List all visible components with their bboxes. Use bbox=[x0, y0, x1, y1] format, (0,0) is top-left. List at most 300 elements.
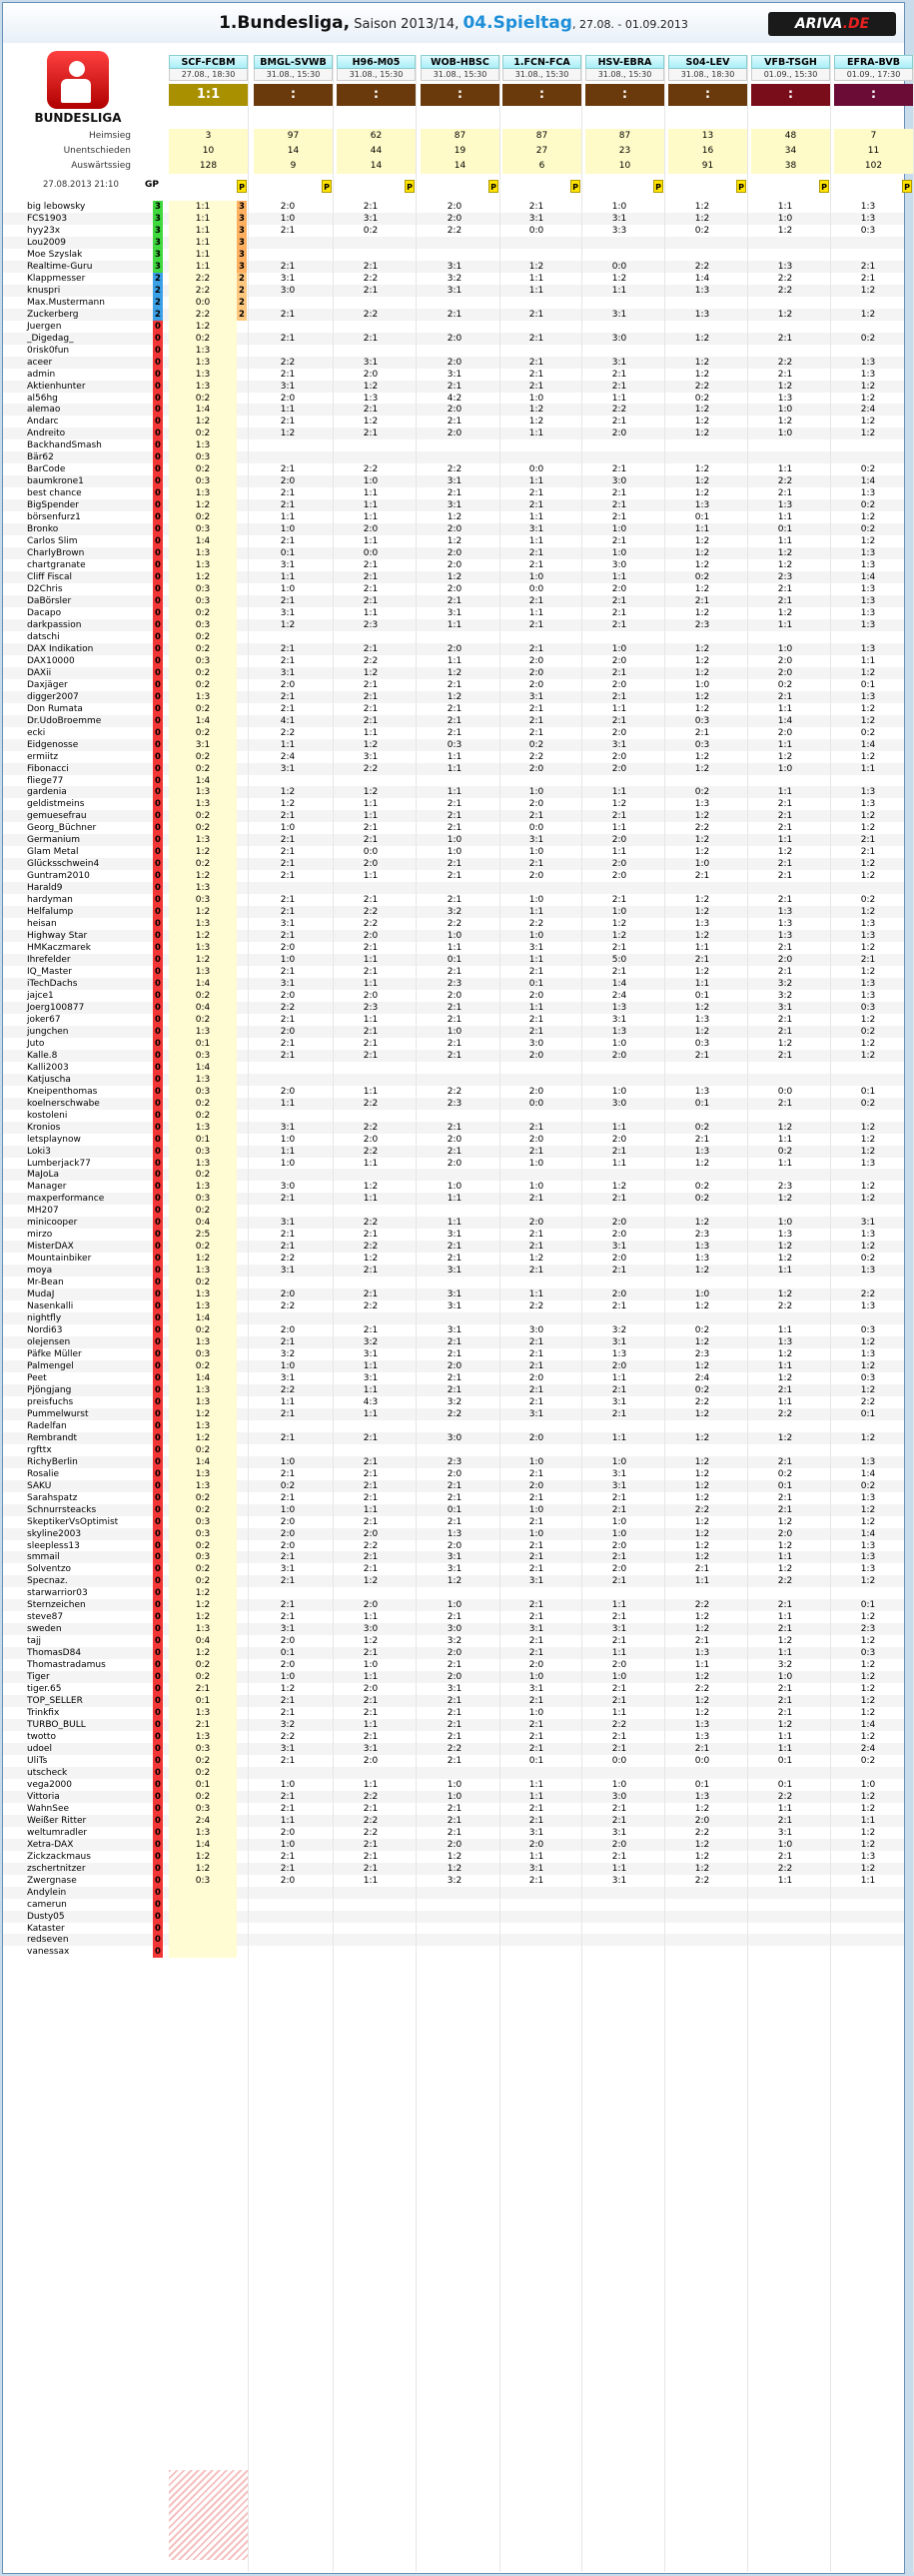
tip-cell: 0:2 bbox=[694, 1182, 710, 1193]
player-name[interactable]: DAXii bbox=[27, 667, 52, 678]
tip-cell: 1:2 bbox=[777, 1372, 793, 1383]
player-name[interactable]: Peet bbox=[27, 1372, 47, 1383]
player-name[interactable]: DAX10000 bbox=[27, 655, 75, 666]
player-name[interactable]: skyline2003 bbox=[27, 1528, 82, 1539]
player-name[interactable]: Andylein bbox=[27, 1887, 67, 1898]
player-name[interactable]: Dusty05 bbox=[27, 1911, 65, 1922]
player-name[interactable]: WahnSee bbox=[27, 1803, 70, 1814]
tip-cell bbox=[668, 1923, 736, 1935]
match-points bbox=[237, 906, 247, 918]
player-name[interactable]: smmail bbox=[27, 1552, 60, 1563]
tip-cell: 2:2 bbox=[169, 285, 237, 297]
match-code[interactable]: BMGL-SVWB bbox=[254, 55, 333, 69]
tip-cell: 2:3 bbox=[447, 1456, 462, 1467]
table-row bbox=[3, 439, 904, 451]
match-points bbox=[237, 1050, 247, 1062]
player-name[interactable]: HMKaczmarek bbox=[27, 943, 91, 954]
player-name[interactable]: börsenfurz1 bbox=[27, 512, 81, 523]
player-name[interactable]: kostoleni bbox=[27, 1110, 68, 1121]
player-name[interactable]: tajj bbox=[27, 1636, 42, 1647]
tip-cell: 1:1 bbox=[611, 1432, 627, 1443]
tip-cell: 2:1 bbox=[528, 1492, 544, 1503]
ariva-logo[interactable] bbox=[768, 12, 896, 36]
player-name[interactable]: DaBörsler bbox=[27, 595, 72, 606]
tip-cell: 1:3 bbox=[860, 548, 876, 559]
match-code[interactable]: WOB-HBSC bbox=[421, 55, 499, 69]
tip-cell: 1:2 bbox=[363, 739, 379, 750]
match-code[interactable]: S04-LEV bbox=[668, 55, 747, 69]
tip-cell bbox=[585, 1767, 653, 1779]
player-name[interactable]: heisan bbox=[27, 919, 57, 930]
tip-cell: 2:2 bbox=[528, 919, 544, 930]
player-name[interactable]: Juergen bbox=[27, 321, 62, 332]
player-name[interactable]: alemao bbox=[27, 405, 61, 416]
player-name[interactable]: rgfttx bbox=[27, 1444, 52, 1455]
tip-cell: 2:2 bbox=[694, 381, 710, 392]
total-points: 0 bbox=[153, 894, 163, 906]
player-name[interactable]: MisterDAX bbox=[27, 1242, 74, 1253]
player-name[interactable]: IQ_Master bbox=[27, 967, 72, 977]
match-points bbox=[237, 404, 247, 416]
player-name[interactable]: Helfalump bbox=[27, 907, 74, 918]
player-name[interactable]: Rosalie bbox=[27, 1468, 60, 1479]
tip-cell bbox=[668, 1062, 736, 1074]
player-name[interactable]: jungchen bbox=[27, 1026, 69, 1037]
tip-cell: 1:1 bbox=[447, 619, 462, 630]
tip-cell: 1:2 bbox=[694, 1851, 710, 1862]
table-row bbox=[3, 1098, 904, 1110]
player-name[interactable]: udoel bbox=[27, 1743, 52, 1754]
player-name[interactable]: Highway Star bbox=[27, 931, 88, 942]
tip-cell: 1:1 bbox=[447, 1194, 462, 1205]
player-name[interactable]: TOP_SELLER bbox=[27, 1696, 83, 1707]
player-name[interactable]: chartgranate bbox=[27, 560, 86, 571]
player-name[interactable]: Glücksschwein4 bbox=[27, 859, 100, 870]
player-name[interactable]: Zwergnase bbox=[27, 1875, 77, 1886]
tip-cell: 2:1 bbox=[528, 1743, 544, 1754]
player-name[interactable]: Manager bbox=[27, 1182, 67, 1193]
tip-cell: 0:2 bbox=[169, 990, 237, 1002]
tip-cell: 0:1 bbox=[777, 1755, 793, 1766]
tip-cell: 2:1 bbox=[280, 1600, 296, 1611]
tip-cell: 2:1 bbox=[363, 1038, 379, 1049]
tip-cell: 3:3 bbox=[611, 225, 627, 236]
tip-cell: 3:1 bbox=[280, 1372, 296, 1383]
player-name[interactable]: Vittoria bbox=[27, 1791, 60, 1802]
player-name[interactable]: iTechDachs bbox=[27, 978, 78, 989]
tip-cell: 2:1 bbox=[447, 811, 462, 822]
table-row bbox=[3, 667, 904, 679]
player-name[interactable]: UliTs bbox=[27, 1755, 48, 1766]
player-name[interactable]: Realtime-Guru bbox=[27, 261, 93, 272]
player-name[interactable]: vanessax bbox=[27, 1947, 70, 1958]
player-name[interactable]: ecki bbox=[27, 727, 46, 738]
tip-cell: 1:2 bbox=[694, 417, 710, 428]
player-name[interactable]: Nordi63 bbox=[27, 1325, 63, 1336]
tip-cell: 1:1 bbox=[777, 536, 793, 547]
tip-cell bbox=[668, 451, 736, 463]
player-name[interactable]: Ihrefelder bbox=[27, 955, 71, 966]
table-row bbox=[3, 463, 904, 475]
match-points bbox=[237, 1767, 247, 1779]
player-name[interactable]: Andreito bbox=[27, 429, 66, 439]
match-code[interactable]: 1.FCN-FCA bbox=[502, 55, 581, 69]
match-points bbox=[237, 571, 247, 583]
player-name[interactable]: RichyBerlin bbox=[27, 1456, 78, 1467]
player-name[interactable]: starwarrior03 bbox=[27, 1588, 88, 1599]
player-name[interactable]: Rembrandt bbox=[27, 1432, 78, 1443]
player-name[interactable]: utscheck bbox=[27, 1767, 68, 1778]
player-name[interactable]: MaJoLa bbox=[27, 1170, 59, 1181]
player-name[interactable]: Loki3 bbox=[27, 1146, 51, 1157]
tip-cell: 1:1 bbox=[363, 512, 379, 523]
player-name[interactable]: Sarahspatz bbox=[27, 1492, 78, 1503]
player-name[interactable]: Specnaz. bbox=[27, 1576, 68, 1587]
player-name[interactable]: digger2007 bbox=[27, 691, 79, 702]
match-points: 3 bbox=[237, 201, 247, 213]
player-name[interactable]: gemuesefrau bbox=[27, 811, 87, 822]
tip-cell: 2:0 bbox=[280, 1289, 296, 1300]
player-name[interactable]: Cliff Fiscal bbox=[27, 572, 73, 583]
tip-cell: 0:2 bbox=[169, 1098, 237, 1110]
tip-cell: 1:0 bbox=[777, 405, 793, 416]
tip-cell: 2:1 bbox=[694, 1050, 710, 1061]
tip-cell bbox=[834, 451, 902, 463]
tip-cell bbox=[668, 1444, 736, 1456]
player-name[interactable]: SkeptikerVsOptimist bbox=[27, 1516, 119, 1527]
table-row bbox=[3, 1755, 904, 1767]
player-name[interactable]: camerun bbox=[27, 1899, 67, 1910]
player-name[interactable]: D2Chris bbox=[27, 584, 63, 594]
total-points: 0 bbox=[153, 1336, 163, 1348]
table-row bbox=[3, 1169, 904, 1181]
match-code[interactable]: SCF-FCBM bbox=[169, 55, 248, 69]
player-name[interactable]: Joerg100877 bbox=[27, 1002, 85, 1013]
player-name[interactable]: sweden bbox=[27, 1624, 62, 1635]
player-name[interactable]: hardyman bbox=[27, 895, 73, 906]
player-name[interactable]: Harald9 bbox=[27, 883, 63, 894]
total-points: 0 bbox=[153, 1946, 163, 1958]
tip-cell: 1:2 bbox=[860, 1134, 876, 1145]
player-name[interactable]: sleepless13 bbox=[27, 1540, 80, 1551]
player-name[interactable]: Klappmesser bbox=[27, 273, 86, 284]
tip-cell: 2:1 bbox=[447, 1337, 462, 1348]
player-name[interactable]: darkpassion bbox=[27, 619, 82, 630]
player-name[interactable]: FCS1903 bbox=[27, 213, 68, 224]
player-name[interactable]: Lumberjack77 bbox=[27, 1158, 91, 1169]
tip-cell: 1:3 bbox=[694, 1242, 710, 1253]
player-name[interactable]: best chance bbox=[27, 488, 82, 499]
player-name[interactable]: Päfke Müller bbox=[27, 1349, 82, 1359]
tip-cell bbox=[751, 297, 819, 309]
match-code[interactable]: HSV-EBRA bbox=[585, 55, 664, 69]
tip-cell: 1:2 bbox=[860, 1576, 876, 1587]
tip-cell: 2:1 bbox=[447, 1038, 462, 1049]
player-name[interactable]: Nasenkalli bbox=[27, 1301, 74, 1312]
player-name[interactable]: Palmengel bbox=[27, 1360, 74, 1371]
player-name[interactable]: Weißer Ritter bbox=[27, 1815, 87, 1826]
match-points bbox=[237, 1205, 247, 1217]
tip-cell: 1:2 bbox=[694, 1002, 710, 1013]
match-header bbox=[502, 55, 581, 119]
player-name[interactable]: knuspri bbox=[27, 285, 61, 296]
player-name[interactable]: maxperformance bbox=[27, 1194, 105, 1205]
player-name[interactable]: steve87 bbox=[27, 1612, 64, 1623]
player-name[interactable]: ermiitz bbox=[27, 751, 59, 762]
player-name[interactable]: Kalli2003 bbox=[27, 1062, 69, 1073]
player-name[interactable]: Georg_Büchner bbox=[27, 823, 97, 834]
player-name[interactable]: ThomasD84 bbox=[27, 1648, 82, 1659]
match-points bbox=[237, 1360, 247, 1372]
player-name[interactable]: MudaJ bbox=[27, 1289, 55, 1300]
tip-cell: 2:1 bbox=[528, 619, 544, 630]
tip-cell bbox=[668, 1587, 736, 1599]
player-name[interactable]: Xetra-DAX bbox=[27, 1839, 74, 1850]
tip-cell bbox=[337, 1587, 405, 1599]
tip-cell bbox=[585, 775, 653, 787]
player-name[interactable]: 0risk0fun bbox=[27, 345, 70, 356]
tip-cell: 1:2 bbox=[694, 763, 710, 774]
tip-cell: 2:1 bbox=[777, 369, 793, 380]
tip-cell: 1:2 bbox=[280, 1684, 296, 1695]
total-points: 0 bbox=[153, 416, 163, 428]
match-score: 1:1 bbox=[169, 84, 248, 106]
player-name[interactable]: weltumradler bbox=[27, 1827, 88, 1838]
table-row bbox=[3, 822, 904, 834]
table-row bbox=[3, 559, 904, 571]
match-points bbox=[237, 727, 247, 739]
player-name[interactable]: Carlos Slim bbox=[27, 536, 78, 547]
player-name[interactable]: Tiger bbox=[27, 1672, 50, 1683]
tip-cell: 0:3 bbox=[860, 1372, 876, 1383]
player-name[interactable]: Sternzeichen bbox=[27, 1600, 86, 1611]
tip-cell: 0:3 bbox=[169, 1875, 237, 1887]
match-code[interactable]: H96-M05 bbox=[337, 55, 416, 69]
player-name[interactable]: SAKU bbox=[27, 1480, 52, 1491]
tip-cell: 2:1 bbox=[363, 943, 379, 954]
tip-cell: 2:1 bbox=[528, 859, 544, 870]
tip-cell: 1:1 bbox=[528, 476, 544, 487]
player-name[interactable]: preisfuchs bbox=[27, 1396, 74, 1407]
player-name[interactable]: big lebowsky bbox=[27, 202, 86, 212]
player-name[interactable]: Juto bbox=[27, 1038, 45, 1049]
player-name[interactable]: Kataster bbox=[27, 1923, 65, 1934]
match-points bbox=[237, 607, 247, 619]
tip-cell: 1:3 bbox=[169, 487, 237, 499]
tip-cell: 1:0 bbox=[694, 679, 710, 690]
player-name[interactable]: olejensen bbox=[27, 1337, 71, 1348]
tip-cell: 0:2 bbox=[169, 1659, 237, 1671]
tip-cell: 0:3 bbox=[169, 451, 237, 463]
player-name[interactable]: moya bbox=[27, 1266, 53, 1277]
tip-cell: 0:2 bbox=[169, 1360, 237, 1372]
match-code[interactable]: EFRA-BVB bbox=[834, 55, 913, 69]
player-name[interactable]: Dacapo bbox=[27, 607, 62, 618]
player-name[interactable]: aceer bbox=[27, 357, 53, 368]
tip-cell: 1:4 bbox=[169, 1372, 237, 1384]
tip-cell: 2:1 bbox=[280, 859, 296, 870]
player-name[interactable]: Pjöngjang bbox=[27, 1384, 72, 1395]
tip-cell: 2:2 bbox=[363, 1218, 379, 1229]
player-name[interactable]: TURBO_BULL bbox=[27, 1720, 86, 1731]
tip-cell: 2:1 bbox=[280, 1791, 296, 1802]
player-name[interactable]: Germanium bbox=[27, 835, 81, 846]
player-name[interactable]: Moe Szyslak bbox=[27, 249, 83, 260]
player-name[interactable]: Schnurrsteacks bbox=[27, 1504, 97, 1515]
tip-cell: 2:1 bbox=[528, 715, 544, 726]
tip-cell bbox=[834, 1899, 902, 1911]
tip-cell bbox=[502, 451, 570, 463]
player-name[interactable]: Thomastradamus bbox=[27, 1660, 106, 1671]
tip-cell: 1:2 bbox=[694, 560, 710, 571]
player-name[interactable]: Dr.UdoBroemme bbox=[27, 715, 102, 726]
player-name[interactable]: koelnerschwabe bbox=[27, 1098, 100, 1109]
tip-cell: 1:2 bbox=[860, 967, 876, 977]
tip-cell: 2:1 bbox=[280, 1242, 296, 1253]
player-name[interactable]: Radelfan bbox=[27, 1420, 67, 1431]
player-name[interactable]: Mr-Bean bbox=[27, 1278, 64, 1288]
player-name[interactable]: zschertnitzer bbox=[27, 1863, 86, 1874]
tip-cell: 2:1 bbox=[363, 835, 379, 846]
match-code[interactable]: VFB-TSGH bbox=[751, 55, 830, 69]
tip-cell bbox=[502, 237, 570, 249]
total-points: 0 bbox=[153, 930, 163, 942]
player-name[interactable]: Zuckerberg bbox=[27, 309, 79, 320]
player-name[interactable]: Trinkfix bbox=[27, 1708, 60, 1719]
tip-cell: 1:3 bbox=[694, 1791, 710, 1802]
tip-cell: 1:1 bbox=[611, 1372, 627, 1383]
tip-cell: 2:0 bbox=[447, 643, 462, 654]
tip-cell: 2:1 bbox=[694, 955, 710, 966]
player-name[interactable]: Don Rumata bbox=[27, 703, 83, 714]
tip-cell: 2:1 bbox=[528, 500, 544, 511]
player-name[interactable]: Mountainbiker bbox=[27, 1254, 92, 1265]
player-name[interactable]: Solventzo bbox=[27, 1564, 72, 1575]
tip-cell: 2:1 bbox=[280, 333, 296, 344]
player-name[interactable]: Kalle.8 bbox=[27, 1050, 58, 1061]
tip-cell: 1:2 bbox=[860, 1803, 876, 1814]
tip-cell: 2:0 bbox=[447, 990, 462, 1001]
matchday-link[interactable]: 04.Spieltag bbox=[462, 13, 572, 33]
tip-cell: 2:1 bbox=[169, 1719, 237, 1731]
player-name[interactable]: Eidgenosse bbox=[27, 739, 79, 750]
tip-cell: 2:0 bbox=[363, 931, 379, 942]
player-name[interactable]: vega2000 bbox=[27, 1779, 72, 1790]
player-name[interactable]: minicooper bbox=[27, 1218, 78, 1229]
player-name[interactable]: Katjuscha bbox=[27, 1074, 71, 1085]
player-name[interactable]: Zickzackmaus bbox=[27, 1851, 91, 1862]
match-points bbox=[237, 1695, 247, 1707]
tip-cell bbox=[585, 237, 653, 249]
player-name[interactable]: geldistmeins bbox=[27, 799, 85, 810]
tip-cell: 2:0 bbox=[447, 548, 462, 559]
tip-cell: 2:0 bbox=[447, 1158, 462, 1169]
match-points bbox=[237, 487, 247, 499]
tip-cell: 1:0 bbox=[363, 476, 379, 487]
player-name[interactable]: baumkrone1 bbox=[27, 476, 84, 487]
player-name[interactable]: BackhandSmash bbox=[27, 440, 102, 451]
player-name[interactable]: hyy23x bbox=[27, 225, 61, 236]
tip-cell: 3:0 bbox=[611, 1098, 627, 1109]
player-name[interactable]: BigSpender bbox=[27, 500, 80, 511]
player-name[interactable]: jajce1 bbox=[27, 990, 54, 1001]
tip-cell bbox=[502, 882, 570, 894]
player-name[interactable]: Max.Mustermann bbox=[27, 297, 105, 308]
player-name[interactable]: gardenia bbox=[27, 787, 67, 798]
home-win-count: 97 bbox=[254, 129, 333, 144]
player-name[interactable]: al56hg bbox=[27, 393, 58, 404]
tip-cell: 1:1 bbox=[777, 1732, 793, 1742]
tip-cell: 1:1 bbox=[363, 1672, 379, 1683]
tip-cell: 2:1 bbox=[363, 1230, 379, 1241]
tip-cell: 2:1 bbox=[363, 1289, 379, 1300]
player-name[interactable]: datschi bbox=[27, 631, 60, 642]
player-name[interactable]: Lou2009 bbox=[27, 237, 66, 248]
total-points: 0 bbox=[153, 1098, 163, 1110]
player-name[interactable]: mirzo bbox=[27, 1230, 53, 1241]
tip-cell: 2:2 bbox=[528, 1301, 544, 1312]
player-name[interactable]: letsplaynow bbox=[27, 1134, 81, 1145]
player-name[interactable]: Kronios bbox=[27, 1122, 61, 1133]
tip-cell: 1:1 bbox=[280, 1098, 296, 1109]
table-row bbox=[3, 1396, 904, 1408]
player-name[interactable]: Fibonacci bbox=[27, 763, 69, 774]
tip-cell: 2:1 bbox=[777, 1456, 793, 1467]
total-points: 0 bbox=[153, 942, 163, 954]
tip-cell: 1:2 bbox=[860, 1839, 876, 1850]
match-points bbox=[237, 954, 247, 966]
player-name[interactable]: CharlyBrown bbox=[27, 548, 85, 559]
tip-cell bbox=[585, 1074, 653, 1086]
player-name[interactable]: Andarc bbox=[27, 417, 59, 428]
player-name[interactable]: _Digedag_ bbox=[27, 333, 74, 344]
player-name[interactable]: Guntram2010 bbox=[27, 871, 90, 882]
player-name[interactable]: Daxjäger bbox=[27, 679, 68, 690]
tip-cell bbox=[834, 775, 902, 787]
player-name[interactable]: Glam Metal bbox=[27, 847, 79, 858]
player-name[interactable]: Pummelwurst bbox=[27, 1408, 89, 1419]
player-name[interactable]: Bär62 bbox=[27, 452, 54, 463]
tip-cell: 2:2 bbox=[363, 1098, 379, 1109]
player-name[interactable]: fliege77 bbox=[27, 775, 64, 786]
player-name[interactable]: twotto bbox=[27, 1732, 56, 1742]
tip-cell: 2:1 bbox=[363, 1516, 379, 1527]
tip-cell: 2:0 bbox=[280, 1528, 296, 1539]
player-name[interactable]: admin bbox=[27, 369, 56, 380]
tip-cell: 2:0 bbox=[528, 655, 544, 666]
tip-cell: 3:1 bbox=[611, 357, 627, 368]
player-name[interactable]: nightfly bbox=[27, 1313, 62, 1324]
table-row bbox=[3, 1300, 904, 1312]
player-name[interactable]: MH207 bbox=[27, 1206, 59, 1217]
player-name[interactable]: redseven bbox=[27, 1935, 69, 1946]
player-name[interactable]: Bronko bbox=[27, 524, 59, 535]
column-divider bbox=[830, 55, 831, 2572]
tip-cell: 1:2 bbox=[694, 548, 710, 559]
player-name[interactable]: tiger.65 bbox=[27, 1684, 62, 1695]
player-name[interactable]: Aktienhunter bbox=[27, 381, 86, 392]
tip-cell: 2:1 bbox=[280, 655, 296, 666]
player-name[interactable]: BarCode bbox=[27, 464, 66, 475]
player-name[interactable]: DAX Indikation bbox=[27, 643, 94, 654]
total-points: 0 bbox=[153, 1360, 163, 1372]
player-name[interactable]: joker67 bbox=[27, 1014, 61, 1025]
player-name[interactable]: Kneipenthomas bbox=[27, 1086, 98, 1097]
tip-cell bbox=[585, 249, 653, 261]
total-points: 0 bbox=[153, 966, 163, 978]
tip-cell: 1:2 bbox=[777, 381, 793, 392]
total-points: 0 bbox=[153, 1851, 163, 1863]
